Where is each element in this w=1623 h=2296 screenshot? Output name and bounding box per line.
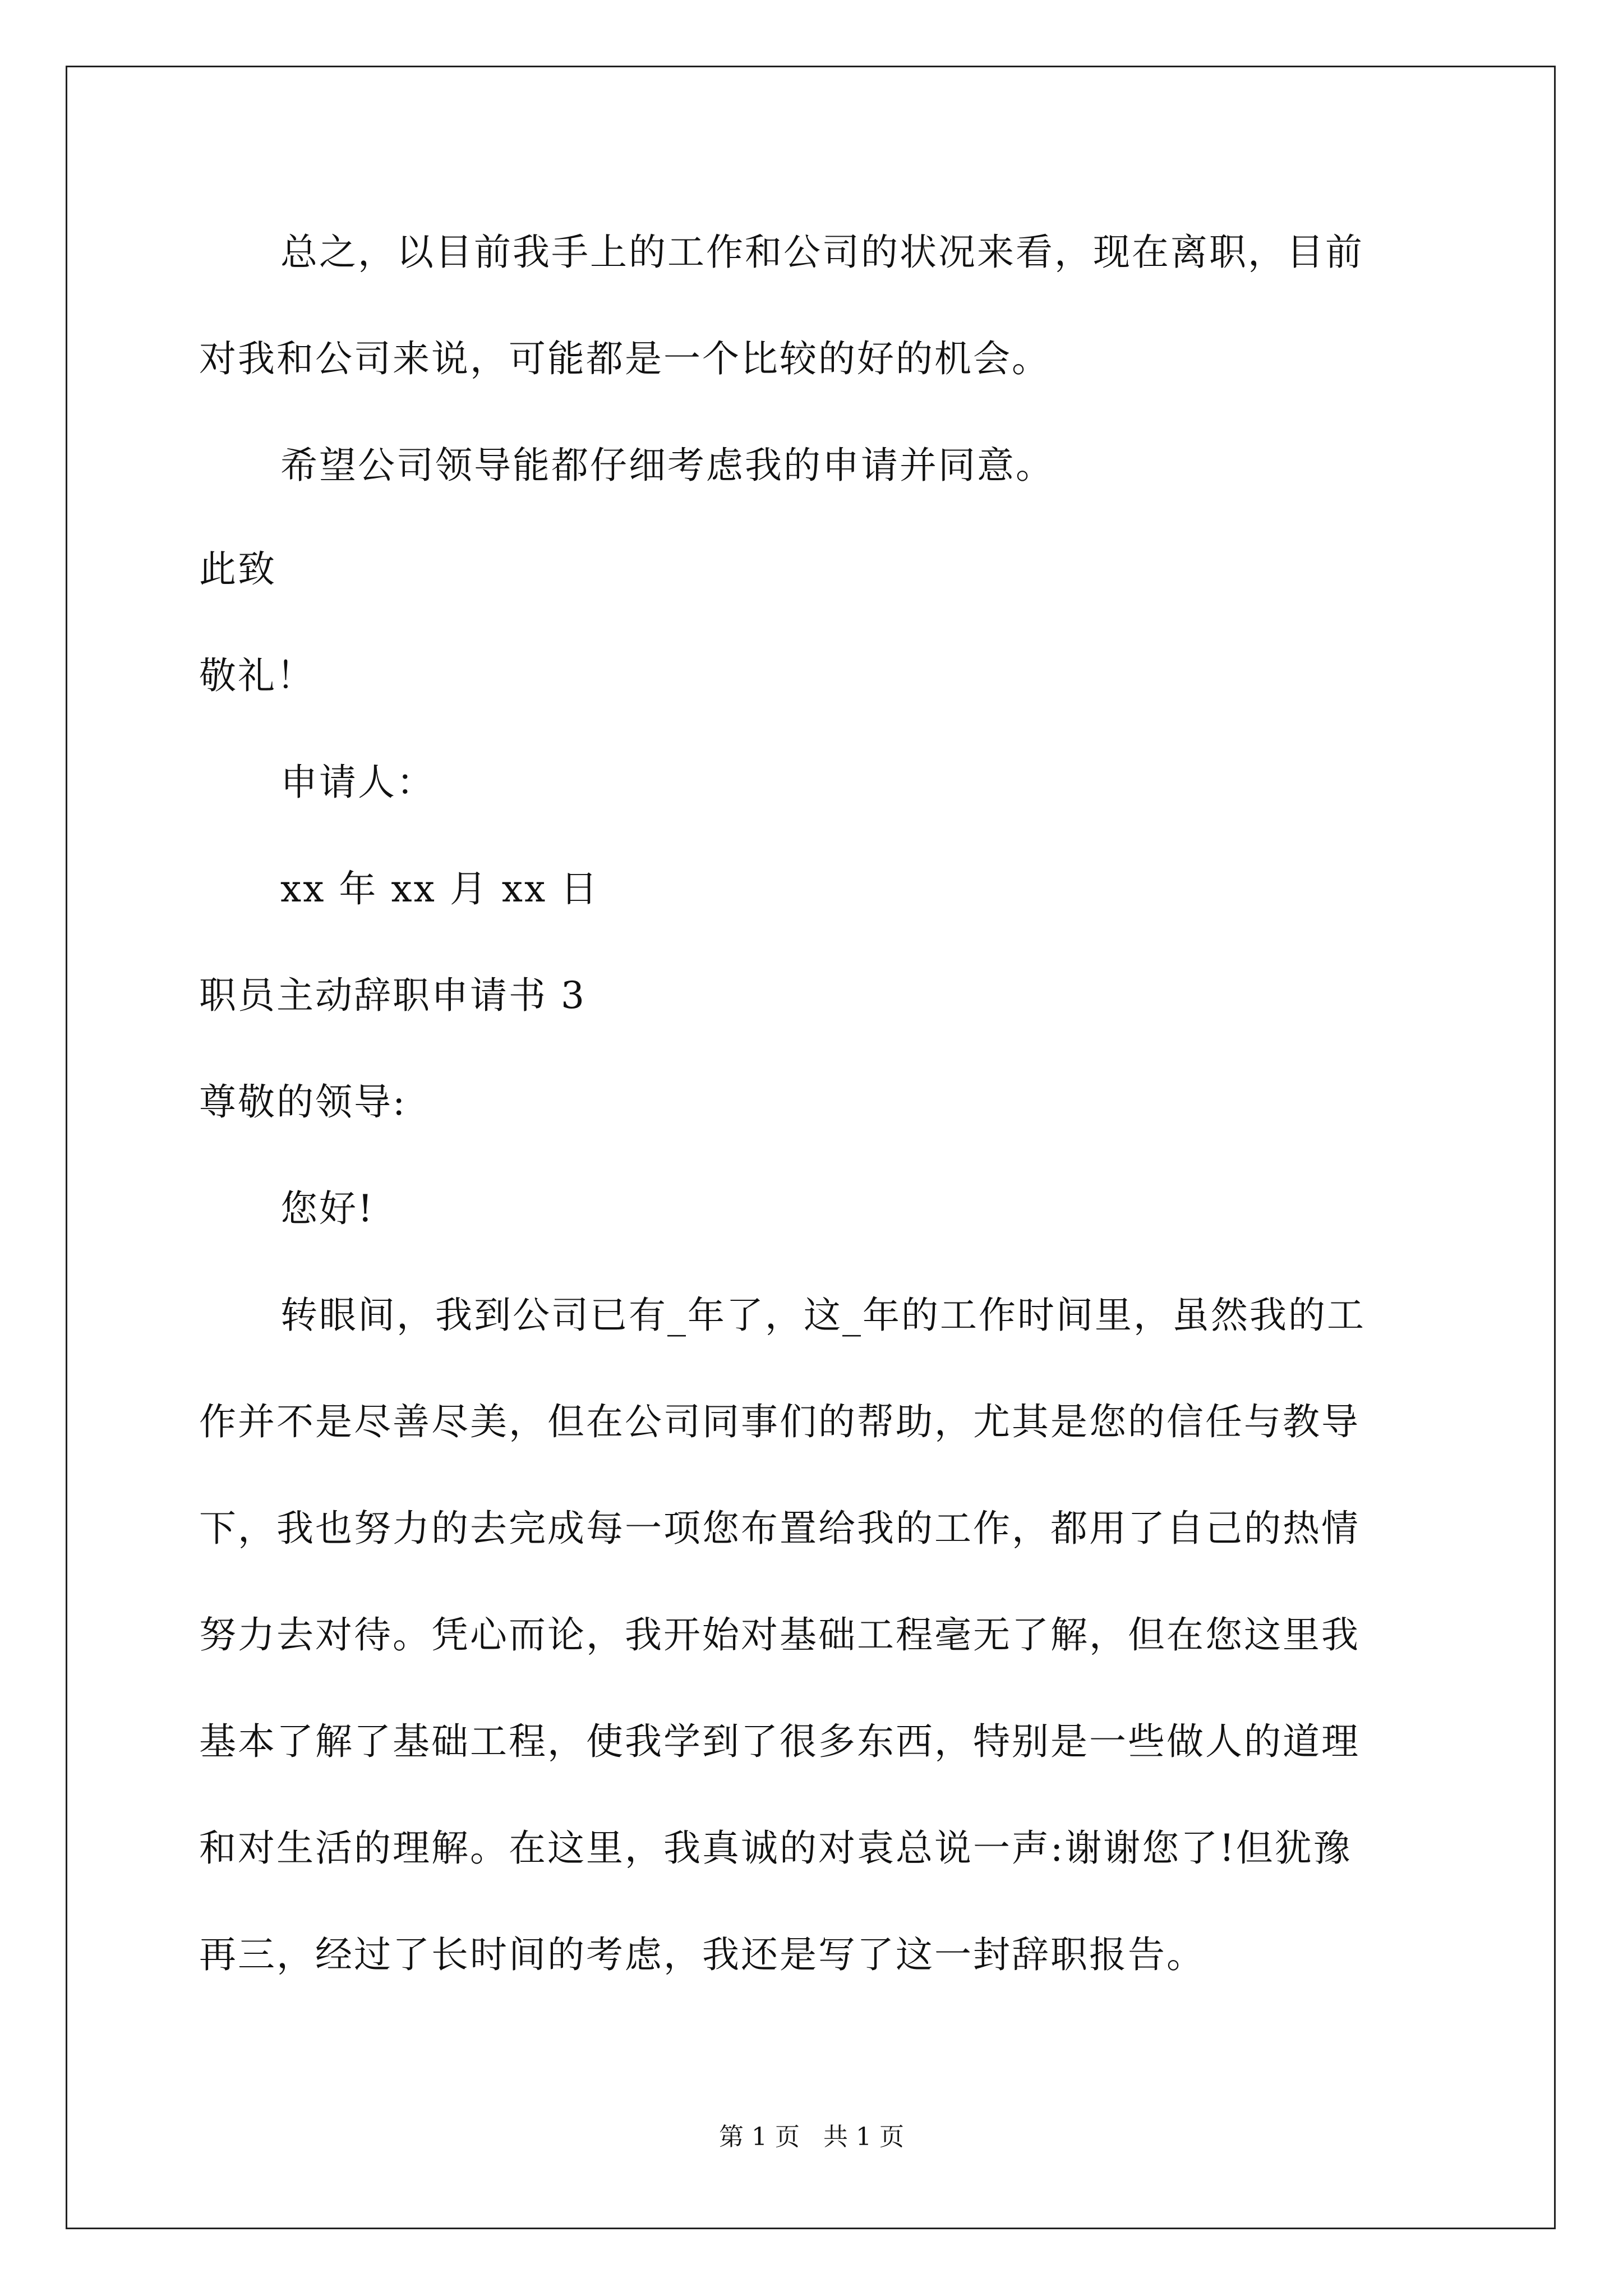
salutation: 尊敬的领导:: [199, 1080, 407, 1124]
greeting: 您好!: [280, 1187, 375, 1230]
closing-salutation: 此致: [199, 547, 276, 591]
paragraph-line: 希望公司领导能都仔细考虑我的申请并同意。: [280, 444, 1054, 487]
paragraph-line: 再三，经过了长时间的考虑，我还是写了这一封辞职报告。: [199, 1933, 1205, 1976]
date-line: xx 年 xx 月 xx 日: [280, 867, 600, 910]
paragraph-line: 和对生活的理解。在这里，我真诚的对袁总说一声:谢谢您了!但犹豫: [199, 1826, 1352, 1870]
paragraph-line: 总之，以目前我手上的工作和公司的状况来看，现在离职，目前: [280, 231, 1364, 274]
page-number-footer: 第 1 页 共 1 页: [719, 2123, 904, 2151]
paragraph-line: 转眼间，我到公司已有_年了，这_年的工作时间里，虽然我的工: [280, 1294, 1366, 1337]
paragraph-line: 基本了解了基础工程，使我学到了很多东西，特别是一些做人的道理: [199, 1720, 1360, 1763]
page-border: [66, 66, 1556, 2229]
paragraph-line: 对我和公司来说，可能都是一个比较的好的机会。: [199, 337, 1050, 380]
paragraph-line: 努力去对待。凭心而论，我开始对基础工程毫无了解，但在您这里我: [199, 1613, 1360, 1657]
section-title: 职员主动辞职申请书 3: [199, 974, 586, 1017]
paragraph-line: 作并不是尽善尽美，但在公司同事们的帮助，尤其是您的信任与教导: [199, 1400, 1360, 1443]
applicant-label: 申请人：: [280, 761, 435, 804]
paragraph-line: 下，我也努力的去完成每一项您布置给我的工作，都用了自己的热情: [199, 1507, 1360, 1550]
closing-regards: 敬礼！: [199, 654, 315, 697]
